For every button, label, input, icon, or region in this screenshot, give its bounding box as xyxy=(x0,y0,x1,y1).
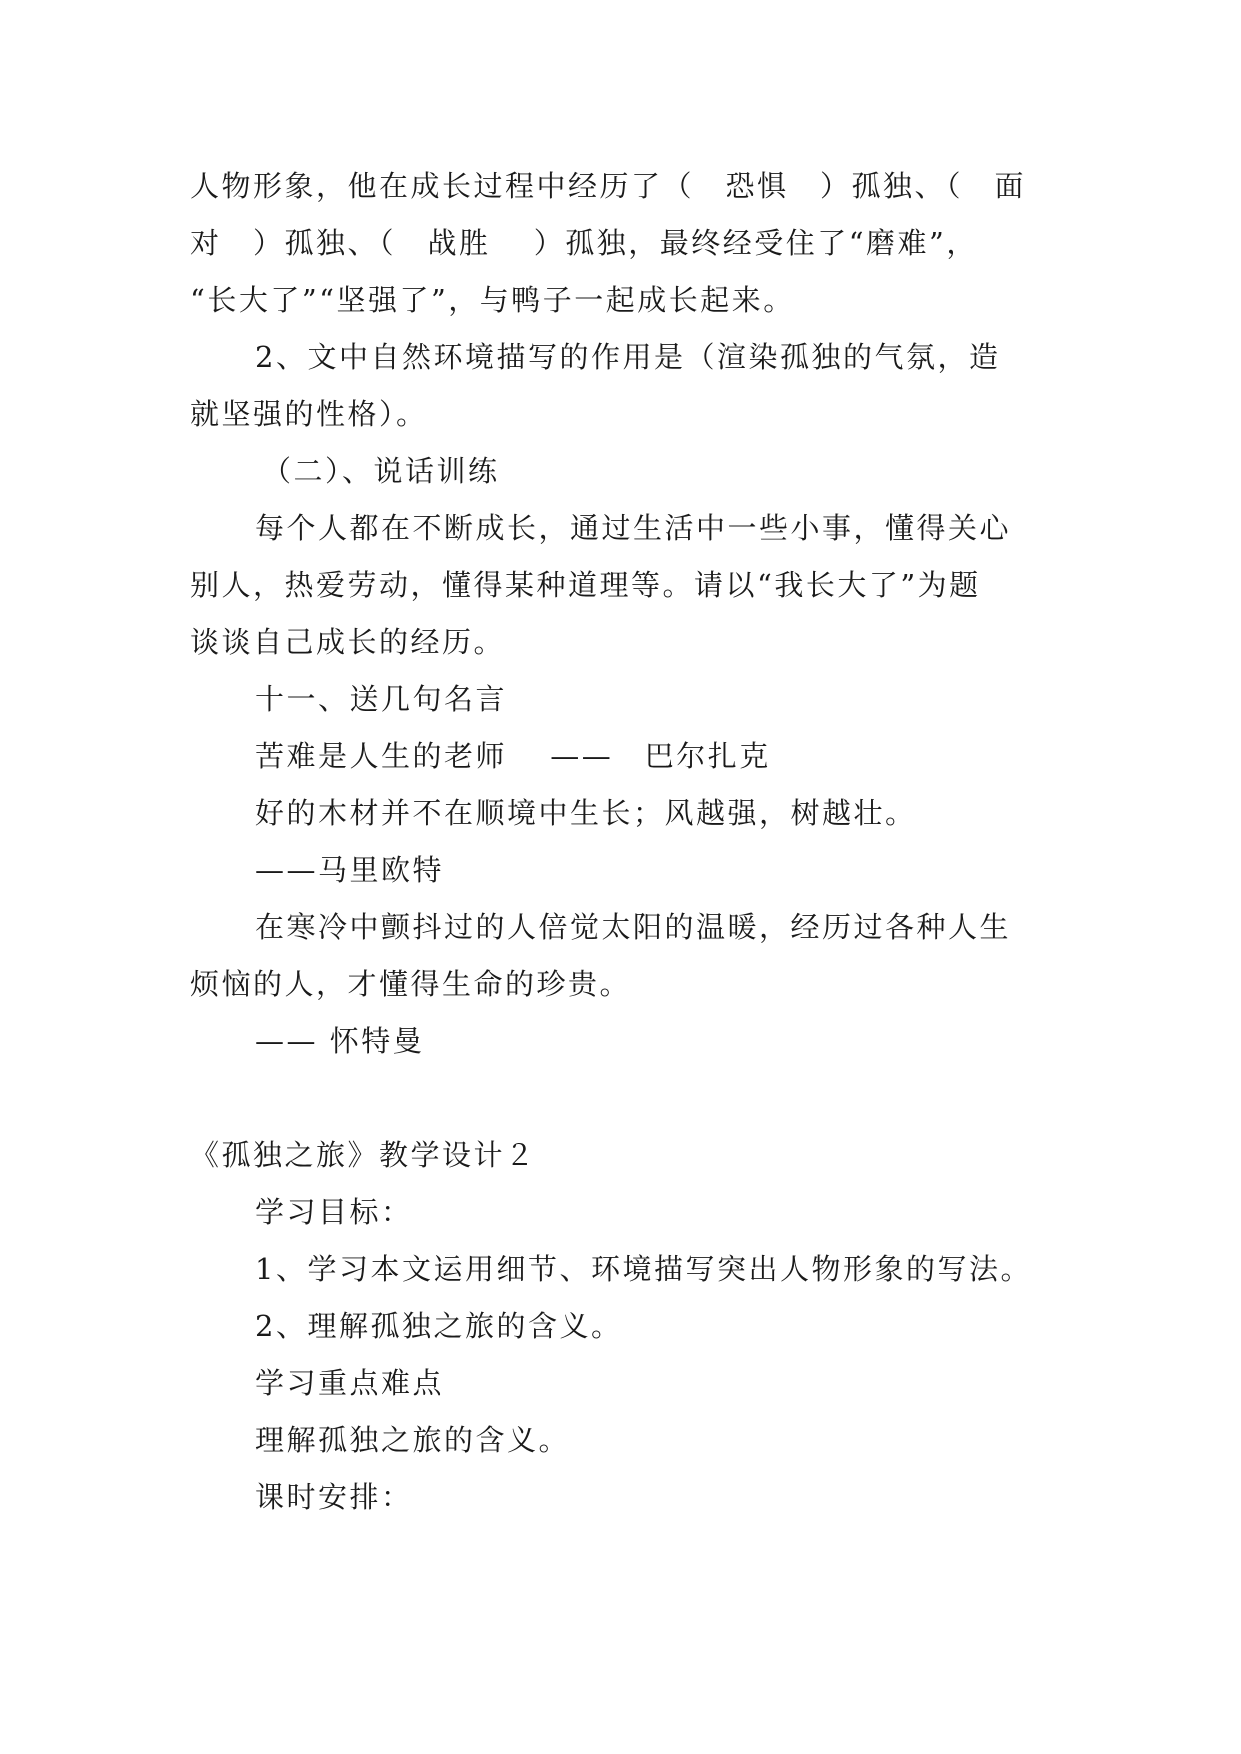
text-line: 2、文中自然环境描写的作用是（渲染孤独的气氛，造 xyxy=(255,340,1001,374)
list-item: 2、理解孤独之旅的含义。 xyxy=(255,1309,623,1343)
quote-attribution: —— 怀特曼 xyxy=(255,1024,425,1058)
text-line: 谈谈自己成长的经历。 xyxy=(190,625,506,659)
section-heading: 十一、送几句名言 xyxy=(255,682,508,716)
quote-line: 在寒冷中颤抖过的人倍觉太阳的温暖，经历过各种人生 xyxy=(255,910,1012,944)
text-line: 每个人都在不断成长，通过生活中一些小事，懂得关心 xyxy=(255,511,1012,545)
list-item: 1、学习本文运用细节、环境描写突出人物形象的写法。 xyxy=(255,1252,1032,1286)
document-title: 《孤独之旅》教学设计２ xyxy=(190,1138,537,1172)
text-line: 就坚强的性格）。 xyxy=(190,397,428,431)
text-line: 别人，热爱劳动，懂得某种道理等。请以“我长大了”为题 xyxy=(190,568,981,602)
section-heading: 课时安排： xyxy=(255,1480,413,1514)
section-heading: （二）、说话训练 xyxy=(262,454,500,488)
quote-line: 好的木材并不在顺境中生长；风越强，树越壮。 xyxy=(255,796,917,830)
text-line: “长大了”“坚强了”，与鸭子一起成长起来。 xyxy=(190,283,795,317)
quote-line: 苦难是人生的老师 —— 巴尔扎克 xyxy=(255,739,771,773)
quote-attribution: ——马里欧特 xyxy=(255,853,445,887)
quote-line: 烦恼的人，才懂得生命的珍贵。 xyxy=(190,967,632,1001)
section-heading: 学习重点难点 xyxy=(255,1366,445,1400)
section-heading: 学习目标： xyxy=(255,1195,413,1229)
text-line: 理解孤独之旅的含义。 xyxy=(255,1423,571,1457)
text-line: 人物形象，他在成长过程中经历了（ 恐惧 ）孤独、（ 面 xyxy=(190,169,1027,203)
text-line: 对 ）孤独、（ 战胜 ）孤独，最终经受住了“磨难”， xyxy=(190,226,978,260)
